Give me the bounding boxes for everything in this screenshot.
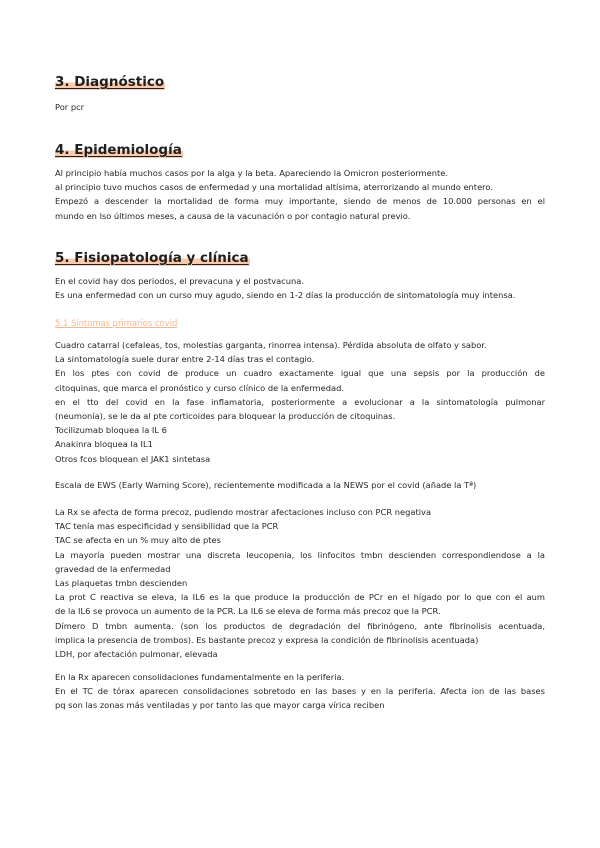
text-line: Dímero D tmbn aumenta. (son los productos de degradación del fibrinógeno, ante fibrinolisis acentuada,: [55, 620, 545, 631]
text-line: implica la presencia de trombos). Es bastante precoz y expresa la condición de fibrinolisis acentuada): [55, 634, 479, 645]
epidemiologia-body: [55, 166, 545, 223]
text-line: En los ptes con covid de produce un cuadro exactamente igual que una sepsis por la producción de: [55, 368, 545, 379]
text-line: LDH, por afectación pulmonar, elevada: [55, 648, 218, 659]
text-line: La Rx se afecta de forma precoz, pudiendo mostrar afectaciones incluso con PCR negativa: [55, 507, 432, 517]
text-line: TAC se afecta en un % muy alto de ptes: [55, 535, 221, 546]
text-line: de la IL6 se provoca un aumento de la PCR. La IL6 se eleva de forma más precoz que la PCR.: [55, 606, 441, 617]
sintomas-body: [55, 338, 545, 466]
pruebas-body: [55, 505, 545, 661]
heading-diagnostico: [55, 72, 165, 92]
heading-fisiopatologia: [55, 248, 250, 268]
text-line: La mayoría pueden mostrar una discreta leucopenia, los linfocitos tmbn descienden correspondiendose a la: [55, 549, 545, 560]
subheading-sintomas: 5.1 Síntomas primarios covid: [55, 318, 178, 328]
text-line: al principio tuvo muchos casos de enfermedad y una mortalidad altísima, aterrorizando al mundo entero.: [55, 182, 493, 193]
heading-epidemiologia: [55, 140, 183, 160]
text-line: Anakinra bloquea la IL1: [55, 439, 153, 450]
text-line: La prot C reactiva se eleva, la IL6 es la que produce la producción de PCr en el hígado por lo que con el aum: [55, 592, 545, 603]
text-line: en el tto del covid en la fase inflamatoria, posteriormente a evolucionar a la sintomatología pulmonar: [55, 396, 545, 407]
heading-text: 5. Fisiopatología y clínica: [55, 250, 249, 266]
text-line: En el TC de tórax aparecen consolidaciones sobretodo en las bases y en la periferia. Afecta ion de las bases: [55, 686, 545, 697]
ews-paragraph: [55, 478, 545, 492]
text-line: La sintomatología suele durar entre 2-14 días tras el contagio.: [55, 354, 315, 365]
imagen-body: [55, 670, 545, 713]
text-line: Empezó a descender la mortalidad de forma muy importante, siendo de menos de 10.000 personas en el: [55, 196, 545, 207]
heading-text: 3. Diagnóstico: [55, 74, 165, 90]
text-line: Por pcr: [55, 102, 85, 112]
text-line: En la Rx aparecen consolidaciones fundamentalmente en la periferia.: [55, 672, 345, 682]
text-line: gravedad de la enfermedad: [55, 563, 171, 574]
text-line: Tocilizumab bloquea la IL 6: [55, 425, 167, 436]
diagnostico-body: [55, 100, 545, 114]
text-line: Las plaquetas tmbn descienden: [55, 577, 188, 588]
text-line: pq son las zonas más ventiladas y por tanto las que mayor carga vírica reciben: [55, 700, 385, 711]
fisiopatologia-intro: [55, 274, 545, 302]
text-line: (neumonía), se le da al pte corticoides para bloquear la producción de citoquinas.: [55, 410, 396, 421]
text-line: citoquinas, que marca el pronóstico y curso clínico de la enfermedad.: [55, 382, 344, 393]
heading-text: 4. Epidemiología: [55, 142, 182, 158]
text-line: mundo en lso últimos meses, a causa de la vacunación o por contagio natural previo.: [55, 210, 411, 221]
text-line: TAC tenía mas especificidad y sensibilidad que la PCR: [55, 521, 279, 532]
text-line: Cuadro catarral (cefaleas, tos, molestias garganta, rinorrea intensa). Pérdida absoluta de olfato y sabor.: [55, 340, 487, 350]
text-line: En el covid hay dos periodos, el prevacuna y el postvacuna.: [55, 276, 304, 286]
text-line: Otros fcos bloquean el JAK1 sintetasa: [55, 453, 211, 464]
text-line: Es una enfermedad con un curso muy agudo, siendo en 1-2 días la producción de sintomatología muy intensa.: [55, 290, 516, 301]
text-line: Al principio había muchos casos por la alga y la beta. Apareciendo la Omicron posteriormente.: [55, 168, 448, 178]
text-line: Escala de EWS (Early Warning Score), recientemente modificada a la NEWS por el covid (añade la Tª): [55, 480, 477, 490]
